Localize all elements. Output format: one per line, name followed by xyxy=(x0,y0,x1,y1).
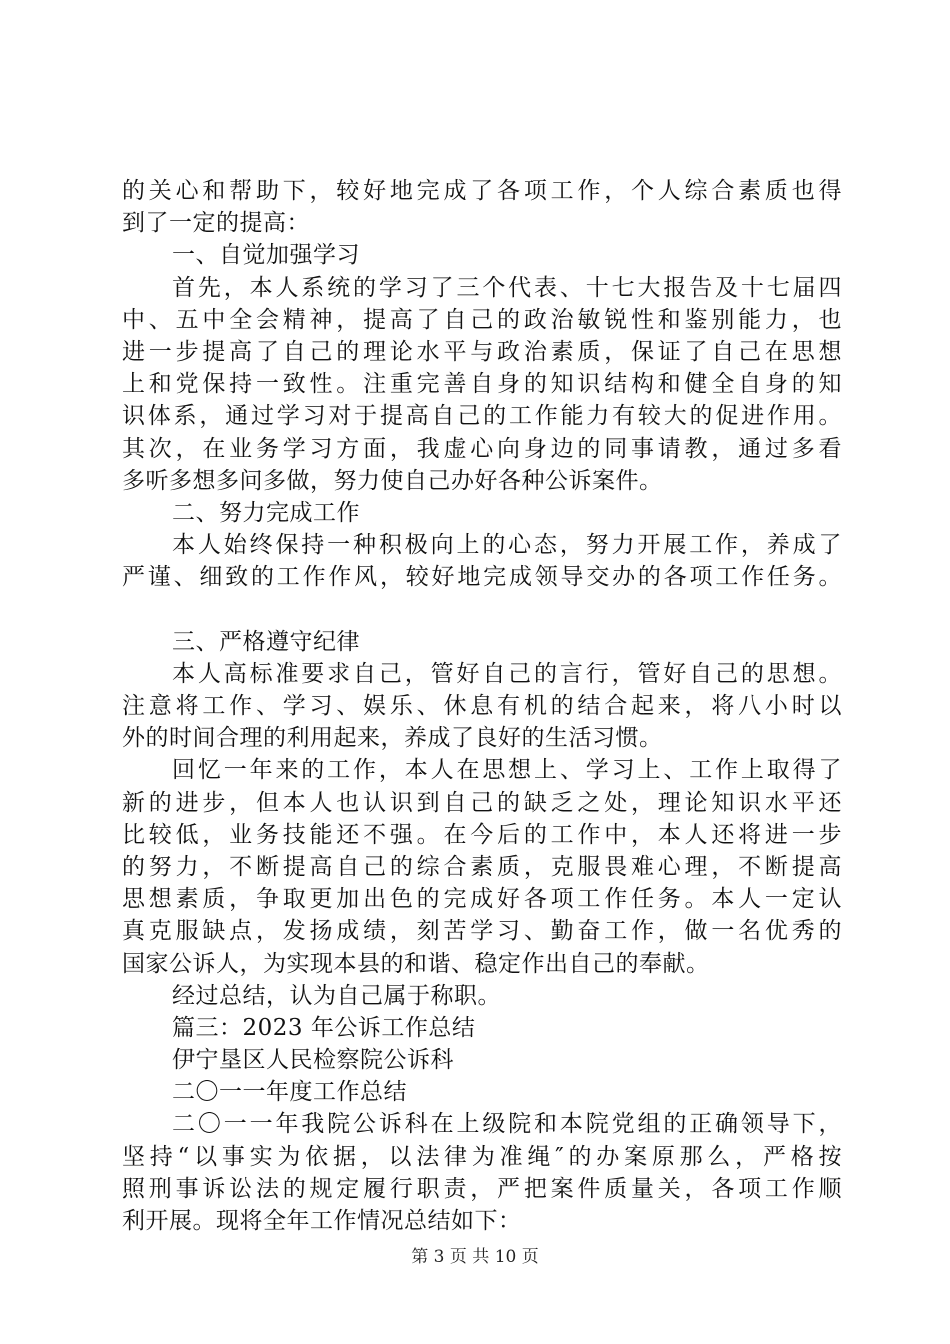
text-line: 外的时间合理的利用起来，养成了良好的生活习惯。 xyxy=(122,725,663,752)
text-line: 严谨、细致的工作作风，较好地完成领导交办的各项工作任务。 xyxy=(122,564,842,591)
text-line: 比较低，业务技能还不强。在今后的工作中，本人还将进一步 xyxy=(122,821,842,848)
text-line: 经过总结，认为自己属于称职。 xyxy=(172,982,501,1009)
text-line: 上和党保持一致性。注重完善自身的知识结构和健全自身的知 xyxy=(122,371,842,398)
text-line: 多听多想多问多做，努力使自己办好各种公诉案件。 xyxy=(122,467,663,494)
text-line: 一、自觉加强学习 xyxy=(172,242,360,269)
text-line: 进一步提高了自己的理论水平与政治素质，保证了自己在思想 xyxy=(122,338,842,365)
text-line: 首先，本人系统的学习了三个代表、十七大报告及十七届四 xyxy=(172,274,842,301)
text-line: 二〇一一年度工作总结 xyxy=(172,1079,407,1106)
text-line: 本人高标准要求自己，管好自己的言行，管好自己的思想。 xyxy=(172,660,842,687)
text-line: 注意将工作、学习、娱乐、休息有机的结合起来，将八小时以 xyxy=(122,693,842,719)
text-line: 三、严格遵守纪律 xyxy=(172,628,360,655)
text-line: 利开展。现将全年工作情况总结如下： xyxy=(122,1208,522,1234)
text-line: 其次，在业务学习方面，我虚心向身边的同事请教，通过多看 xyxy=(122,435,842,462)
text-line: 本人始终保持一种积极向上的心态，努力开展工作，养成了 xyxy=(172,532,842,559)
text-line: 真克服缺点，发扬成绩，刻苦学习、勤奋工作，做一名优秀的 xyxy=(122,918,842,945)
text-line: 的努力，不断提高自己的综合素质，克服畏难心理，不断提高 xyxy=(122,853,842,880)
text-line: 伊宁垦区人民检察院公诉科 xyxy=(172,1047,454,1074)
blank-line xyxy=(122,593,842,625)
text-line: 国家公诉人，为实现本县的和谐、稳定作出自己的奉献。 xyxy=(122,950,710,977)
text-line: 思想素质，争取更加出色的完成好各项工作任务。本人一定认 xyxy=(122,886,842,913)
text-line: 识体系，通过学习对于提高自己的工作能力有较大的促进作用。 xyxy=(122,403,842,430)
page-footer: 第 3 页 共 10 页 xyxy=(411,1247,539,1267)
text-line: 回忆一年来的工作，本人在思想上、学习上、工作上取得了 xyxy=(172,757,842,784)
text-line: 的关心和帮助下，较好地完成了各项工作，个人综合素质也得 xyxy=(122,178,842,204)
text-line: 篇三：2023 年公诉工作总结 xyxy=(172,1014,476,1041)
document-body xyxy=(122,175,842,1237)
text-line: 到了一定的提高： xyxy=(122,210,310,237)
text-line: 二〇一一年我院公诉科在上级院和本院党组的正确领导下， xyxy=(172,1111,842,1138)
text-line: 中、五中全会精神，提高了自己的政治敏锐性和鉴别能力，也 xyxy=(122,306,842,333)
text-line: 新的进步，但本人也认识到自己的缺乏之处，理论知识水平还 xyxy=(122,789,842,816)
text-line: 二、努力完成工作 xyxy=(172,499,360,526)
text-line: 坚持“以事实为依据，以法律为准绳″的办案原那么，严格按 xyxy=(122,1143,842,1170)
text-line: 照刑事诉讼法的规定履行职责，严把案件质量关，各项工作顺 xyxy=(122,1175,842,1202)
